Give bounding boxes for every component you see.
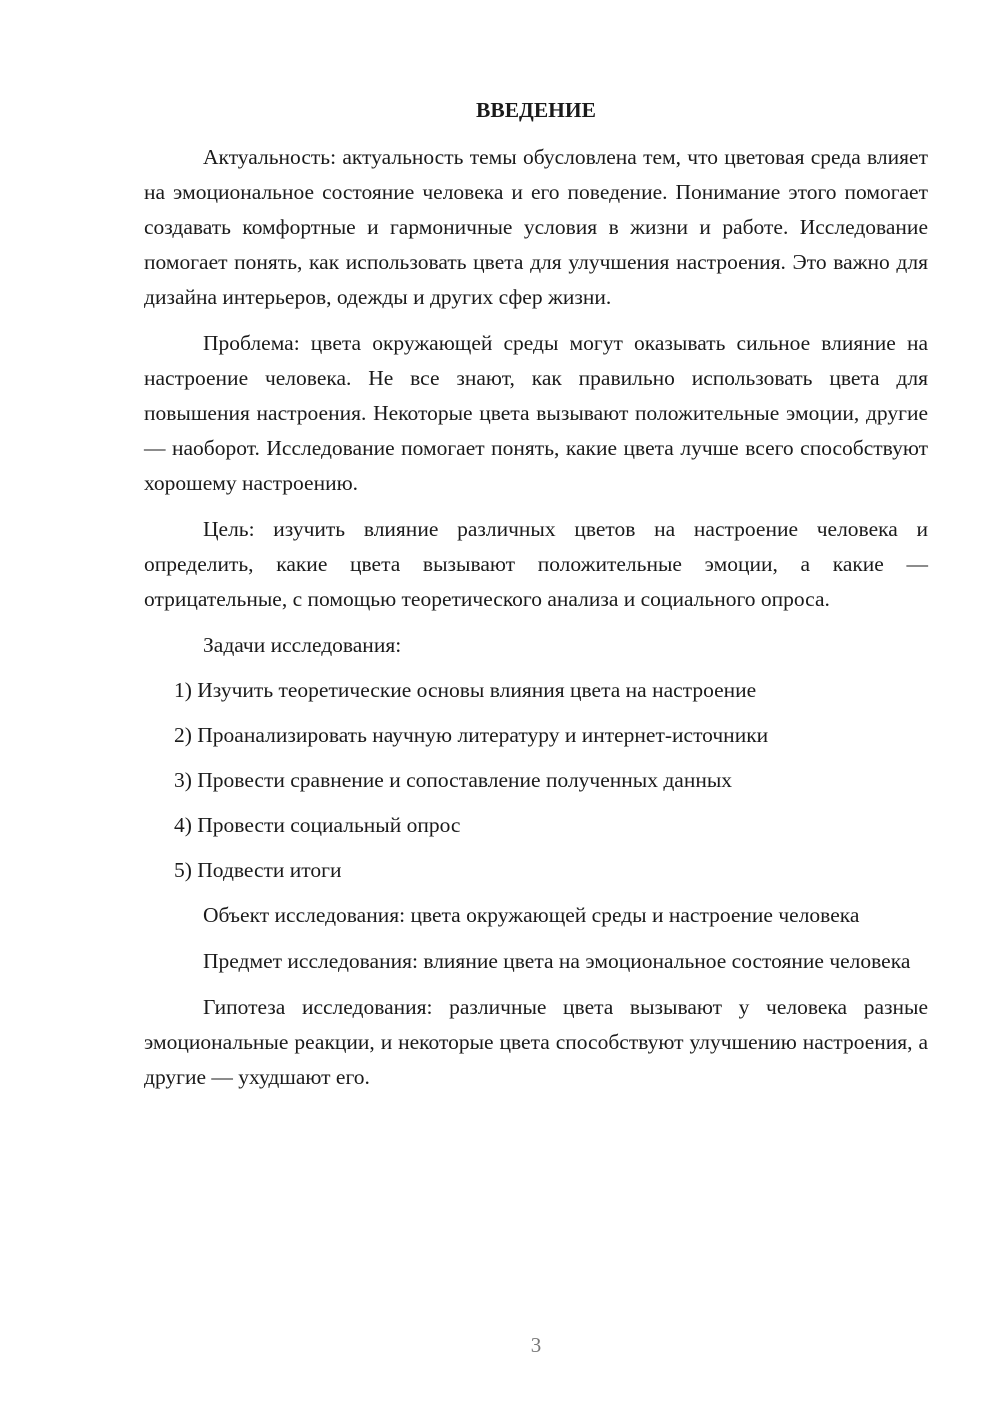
- object-paragraph: Объект исследования: цвета окружающей среды и настроение человека: [203, 903, 860, 927]
- task-item-2: 2) Проанализировать научную литературу и интернет-источники: [174, 723, 769, 747]
- section-heading: ВВЕДЕНИЕ: [476, 98, 596, 122]
- task-item-5: 5) Подвести итоги: [174, 858, 342, 882]
- relevance-paragraph: Актуальность: актуальность темы обусловлена тем, что цветовая среда влияет на эмоциональное состояние человека и его поведение. Понимание этого помогает создавать комфортные и гармоничные условия в жизни и работе. Исследование помогает понять, как использовать цвета для улучшения настроения. Это важно для дизайна интерьеров, одежды и других сфер жизни.: [144, 145, 928, 309]
- hypothesis-paragraph: Гипотеза исследования: различные цвета вызывают у человека разные эмоциональные реакции, и некоторые цвета способствуют улучшению настроения, а другие — ухудшают его.: [144, 995, 928, 1089]
- task-item-3: 3) Провести сравнение и сопоставление полученных данных: [174, 768, 733, 792]
- tasks-title: Задачи исследования:: [203, 633, 402, 657]
- subject-paragraph: Предмет исследования: влияние цвета на эмоциональное состояние человека: [203, 949, 911, 973]
- page-content: [144, 93, 928, 1106]
- problem-paragraph: Проблема: цвета окружающей среды могут оказывать сильное влияние на настроение человека. Не все знают, как правильно использовать цвета для повышения настроения. Некоторые цвета вызывают положительные эмоции, другие — наоборот. Исследование помогает понять, какие цвета лучше всего способствуют хорошему настроению.: [144, 331, 928, 495]
- page-number: 3: [530, 1333, 542, 1357]
- goal-paragraph: Цель: изучить влияние различных цветов на настроение человека и определить, какие цвета вызывают положительные эмоции, а какие — отрицательные, с помощью теоретического анализа и социального опроса.: [144, 517, 928, 611]
- tasks-list: [144, 673, 928, 888]
- task-item-4: 4) Провести социальный опрос: [174, 813, 461, 837]
- task-item-1: 1) Изучить теоретические основы влияния цвета на настроение: [174, 678, 757, 702]
